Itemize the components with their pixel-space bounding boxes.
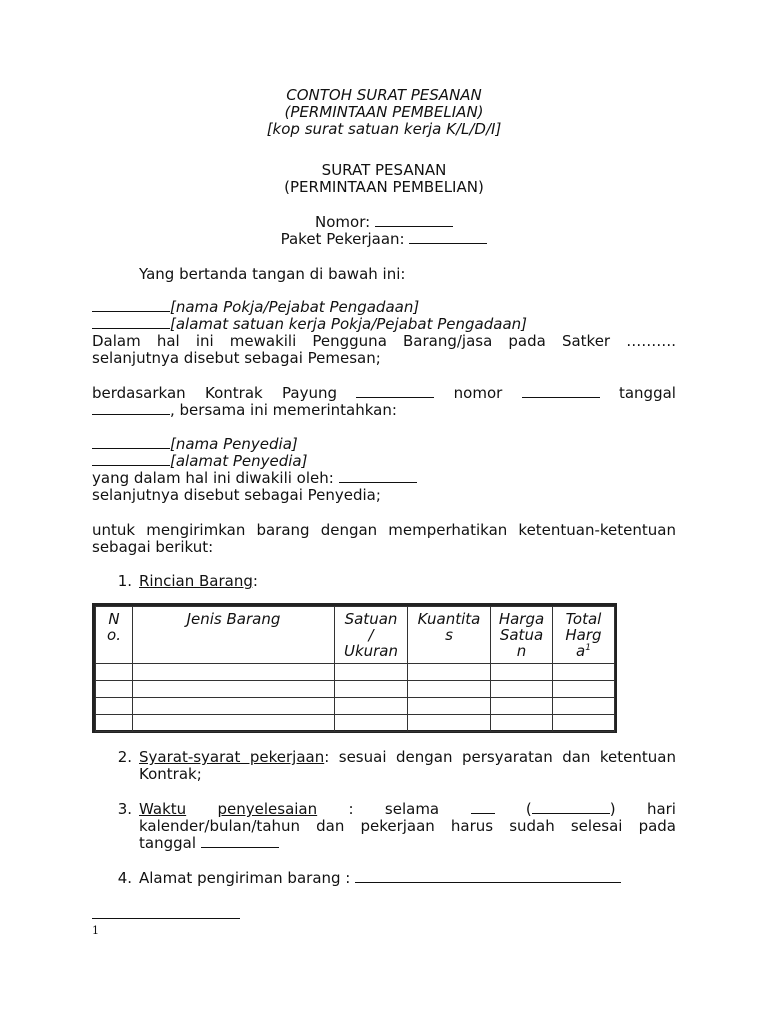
kontrak-blank-2 — [522, 385, 600, 398]
item-2-line-2: Kontrak; — [139, 765, 202, 783]
item-4-number: 4. — [117, 869, 132, 887]
item-2-line-1 — [139, 749, 676, 766]
penyedia-nama-line — [92, 436, 676, 453]
header-total-harga: Total Harg $a^1$ — [553, 607, 615, 664]
paket-line — [0, 231, 768, 248]
paket-blank — [409, 231, 487, 244]
footnote-ref: 1 — [585, 643, 591, 653]
header-block — [0, 87, 768, 138]
pemesan-alamat: [alamat satuan kerja Pokja/Pejabat Pengadaan] — [170, 315, 528, 333]
header-line-3: [kop surat satuan kerja K/L/D/I] — [266, 120, 502, 138]
item-4-label: Alamat pengiriman barang : — [139, 869, 356, 887]
header-no: N o. — [96, 607, 133, 664]
item-2-text: : sesuai dengan persyaratan dan ketentuan — [324, 748, 676, 766]
footnote-separator — [92, 918, 240, 919]
rincian-barang-table — [92, 603, 617, 733]
item-3-word-4: selama — [384, 800, 440, 818]
untuk-line-2: sebagai berikut: — [92, 538, 214, 556]
item-3-number: 3. — [117, 800, 132, 818]
item-2-label: Syarat-syarat pekerjaan — [139, 748, 325, 766]
header-satuan: Satuan / Ukuran — [335, 607, 408, 664]
kontrak-word-2: Kontrak — [205, 384, 263, 402]
penyedia-alamat: [alamat Penyedia] — [170, 452, 308, 470]
nomor-label: Nomor: — [315, 213, 375, 231]
item-3-blank-3 — [201, 835, 279, 848]
penyedia-line-2: selanjutnya disebut sebagai Penyedia; — [92, 486, 381, 504]
item-3-paren-open: ( — [525, 800, 532, 818]
penyedia-wakil: yang dalam hal ini diwakili oleh: — [92, 469, 339, 487]
kontrak-word-1: berdasarkan — [92, 384, 186, 402]
kontrak-blank-3 — [92, 402, 170, 415]
item-1-colon: : — [252, 572, 258, 590]
penyedia-nama: [nama Penyedia] — [170, 435, 298, 453]
pemesan-nama-blank — [92, 299, 170, 312]
untuk-block — [92, 522, 676, 556]
table-header-row — [96, 607, 615, 664]
item-3-paren-group — [526, 801, 616, 818]
item-3-word-3: : — [348, 800, 354, 818]
table-row — [96, 698, 615, 715]
penyedia-alamat-line — [92, 453, 676, 470]
item-3-word-1: Waktu — [139, 800, 187, 818]
paket-label: Paket Pekerjaan: — [280, 230, 410, 248]
item-3-tanggal: tanggal — [139, 834, 201, 852]
table-row — [96, 715, 615, 732]
kontrak-blank-1 — [356, 385, 434, 398]
untuk-line-1: untuk mengirimkan barang dengan memperhatikan ketentuan-ketentuan — [92, 521, 676, 539]
kontrak-word-5: tanggal — [618, 384, 676, 402]
pemesan-alamat-blank — [92, 316, 170, 329]
kontrak-line-2-text: , bersama ini memerintahkan: — [170, 401, 397, 419]
kontrak-word-3: Payung — [282, 384, 338, 402]
item-1-number: 1. — [117, 572, 132, 590]
number-block — [0, 214, 768, 248]
item-3-blank-1 — [471, 801, 495, 814]
item-3-word-9: hari — [646, 800, 676, 818]
header-jenis-barang: Jenis Barang — [133, 607, 335, 664]
title-line-1: SURAT PESANAN — [321, 161, 447, 179]
header-harga-satuan: Harga Satua n — [491, 607, 553, 664]
item-4-blank — [355, 870, 621, 883]
header-line-2: (PERMINTAAN PEMBELIAN) — [284, 103, 484, 121]
table-row — [96, 681, 615, 698]
pemesan-line-1: Dalam hal ini mewakili Pengguna Barang/jasa pada Satker ………. — [92, 332, 676, 350]
penyedia-wakil-line — [92, 470, 676, 487]
pemesan-nama: [nama Pokja/Pejabat Pengadaan] — [170, 298, 420, 316]
intro-text: Yang bertanda tangan di bawah ini: — [139, 265, 406, 283]
nomor-line — [0, 214, 768, 231]
title-block — [0, 162, 768, 196]
item-3-blank-2 — [532, 801, 610, 814]
item-3-paren-close: ) — [609, 800, 616, 818]
item-3-line-2: kalender/bulan/tahun dan pekerjaan harus sudah selesai pada — [139, 817, 676, 835]
item-2-number: 2. — [117, 748, 132, 766]
item-3-block — [139, 801, 676, 852]
header-kuantitas: Kuantita s — [408, 607, 491, 664]
item-3-line-1 — [139, 801, 676, 818]
footnote-number: 1 — [92, 924, 99, 937]
kontrak-word-4: nomor — [453, 384, 503, 402]
kontrak-line-1 — [92, 385, 676, 402]
penyedia-nama-blank — [92, 436, 170, 449]
penyedia-alamat-blank — [92, 453, 170, 466]
item-4-line — [139, 870, 621, 887]
pemesan-block — [92, 299, 676, 367]
item-3-line-3 — [139, 835, 676, 852]
pemesan-line-2: selanjutnya disebut sebagai Pemesan; — [92, 349, 381, 367]
nomor-blank — [375, 214, 453, 227]
penyedia-wakil-blank — [339, 470, 417, 483]
item-2-block — [139, 749, 676, 783]
table-row — [96, 664, 615, 681]
pemesan-alamat-line — [92, 316, 676, 333]
kontrak-line-2 — [92, 402, 676, 419]
item-3-word-2: penyelesaian — [217, 800, 318, 818]
pemesan-nama-line — [92, 299, 676, 316]
title-line-2: (PERMINTAAN PEMBELIAN) — [284, 178, 484, 196]
kontrak-block — [92, 385, 676, 419]
penyedia-block — [92, 436, 676, 504]
header-line-1: CONTOH SURAT PESANAN — [286, 86, 482, 104]
item-1-label: Rincian Barang — [139, 572, 253, 590]
item-1-line — [139, 573, 258, 590]
